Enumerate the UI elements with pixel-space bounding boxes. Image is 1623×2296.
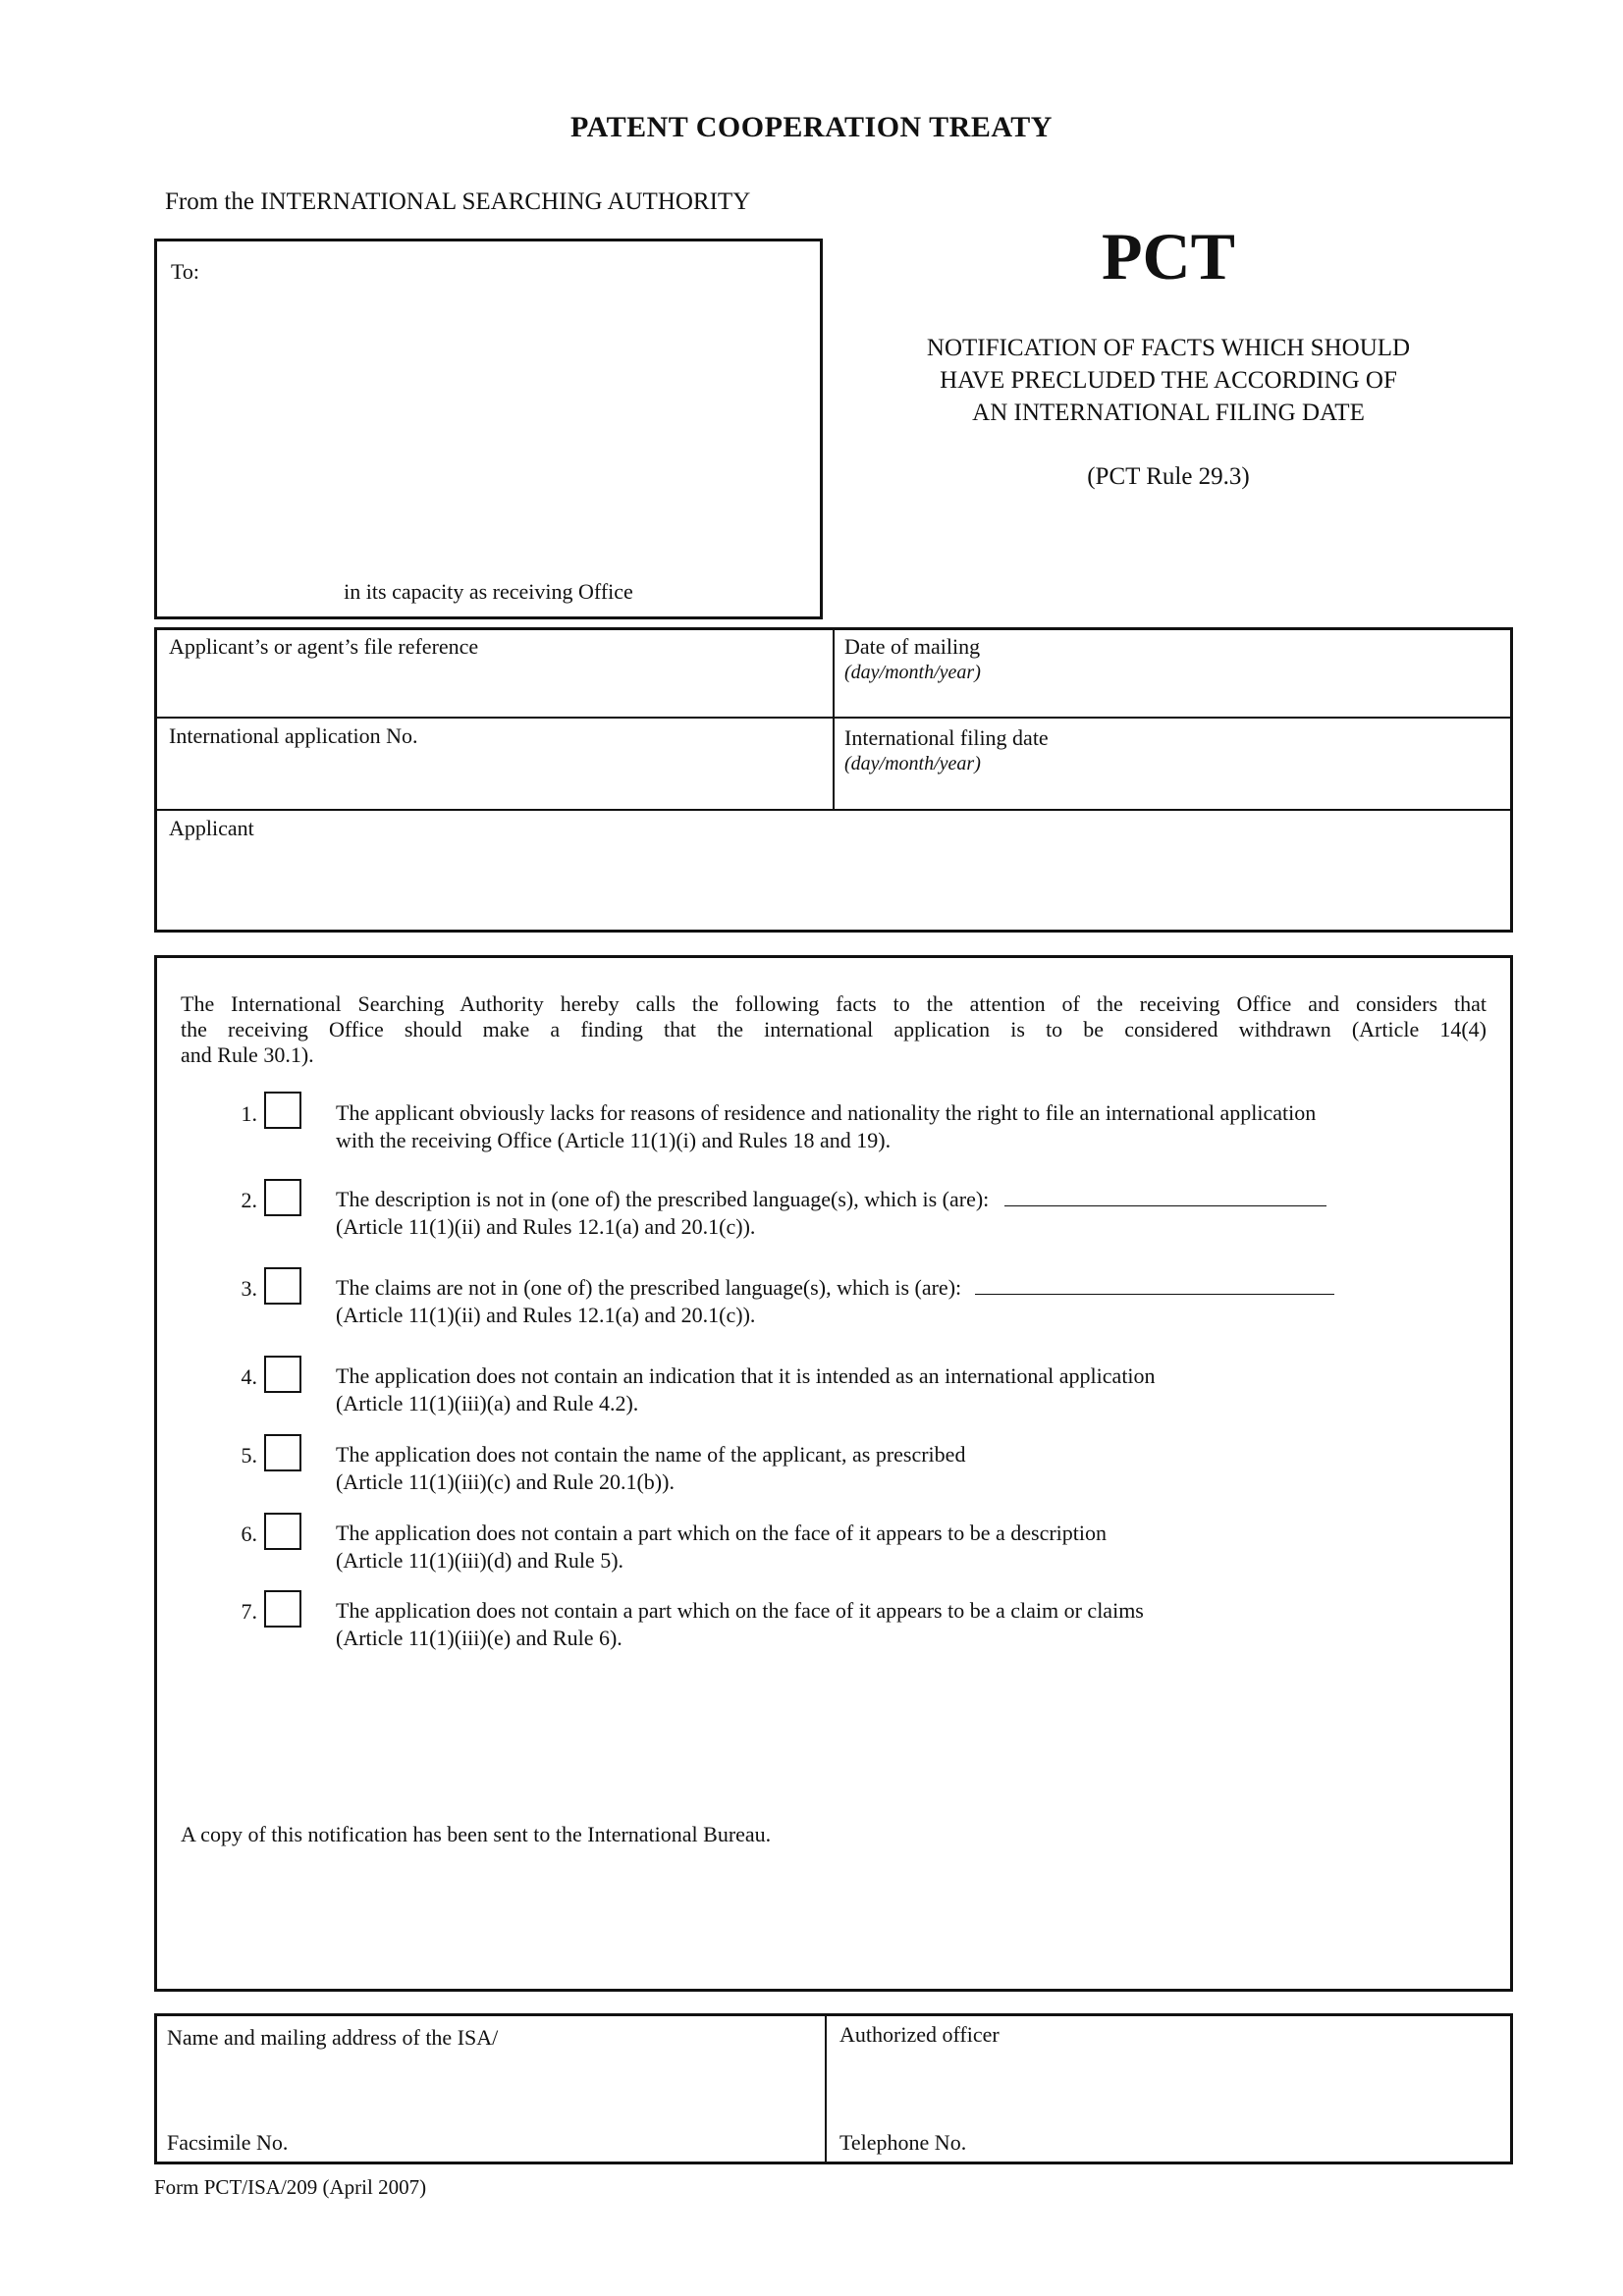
authorized-officer-field[interactable]: Authorized officer xyxy=(839,2022,1000,2047)
item-4-line-2: (Article 11(1)(iii)(a) and Rule 4.2). xyxy=(336,1391,639,1415)
date-of-mailing-format: (day/month/year) xyxy=(844,662,981,683)
to-label: To: xyxy=(171,259,200,284)
item-number: 6. xyxy=(241,1522,257,1546)
from-line: From the INTERNATIONAL SEARCHING AUTHORITY xyxy=(165,188,751,215)
item-number: 1. xyxy=(241,1101,257,1126)
item-2-line-2: (Article 11(1)(ii) and Rules 12.1(a) and 20.1(c)). xyxy=(336,1214,756,1239)
item-number: 4. xyxy=(241,1364,257,1389)
item-5-text xyxy=(336,1441,1485,1496)
item-1-checkbox[interactable] xyxy=(264,1092,301,1129)
item-1-text xyxy=(336,1099,1485,1154)
treaty-title: PATENT COOPERATION TREATY xyxy=(570,111,1053,143)
claims-language-blank[interactable] xyxy=(975,1274,1334,1295)
item-7-line-1: The application does not contain a part which on the face of it appears to be a claim or claims xyxy=(336,1598,1144,1623)
notification-title-line-3: AN INTERNATIONAL FILING DATE xyxy=(972,400,1365,426)
notification-title-line-2: HAVE PRECLUDED THE ACCORDING OF xyxy=(940,367,1397,394)
intro-line-1: The International Searching Authority hereby calls the following facts to the attention of the receiving Office and considers that xyxy=(181,991,1487,1016)
item-3-line-2: (Article 11(1)(ii) and Rules 12.1(a) and 20.1(c)). xyxy=(336,1303,756,1327)
to-address-box[interactable] xyxy=(154,239,823,619)
item-5-line-2: (Article 11(1)(iii)(c) and Rule 20.1(b)). xyxy=(336,1469,675,1494)
item-2-text xyxy=(336,1186,1485,1241)
item-6-text xyxy=(336,1520,1485,1575)
international-application-no-field[interactable]: International application No. xyxy=(169,723,418,748)
item-5-checkbox[interactable] xyxy=(264,1434,301,1471)
item-3-text xyxy=(336,1274,1485,1329)
telephone-field[interactable]: Telephone No. xyxy=(839,2130,967,2155)
item-number: 5. xyxy=(241,1443,257,1468)
footer-column-divider xyxy=(825,2013,827,2164)
item-4-line-1: The application does not contain an indication that it is intended as an international application xyxy=(336,1363,1156,1388)
item-7-text xyxy=(336,1597,1485,1652)
item-3-line-1: The claims are not in (one of) the prescribed language(s), which is (are): xyxy=(336,1275,962,1300)
pct-mark: PCT xyxy=(1102,219,1235,294)
item-6-checkbox[interactable] xyxy=(264,1513,301,1550)
intro-paragraph xyxy=(181,991,1487,1068)
international-filing-date-field[interactable] xyxy=(844,725,1049,776)
facsimile-field[interactable]: Facsimile No. xyxy=(167,2130,289,2155)
applicant-field[interactable]: Applicant xyxy=(169,816,254,840)
info-column-divider xyxy=(833,627,835,810)
description-language-blank[interactable] xyxy=(1004,1186,1326,1206)
item-7-checkbox[interactable] xyxy=(264,1590,301,1628)
item-1-line-2: with the receiving Office (Article 11(1)(i) and Rules 18 and 19). xyxy=(336,1128,892,1152)
copy-notice: A copy of this notification has been sent to the International Bureau. xyxy=(181,1822,772,1846)
receiving-office-capacity-label: in its capacity as receiving Office xyxy=(344,579,633,604)
file-reference-field[interactable]: Applicant’s or agent’s file reference xyxy=(169,634,479,659)
item-7-line-2: (Article 11(1)(iii)(e) and Rule 6). xyxy=(336,1626,622,1650)
item-1-line-1: The applicant obviously lacks for reasons of residence and nationality the right to file an international application xyxy=(336,1100,1317,1125)
item-4-text xyxy=(336,1362,1485,1417)
isa-address-field[interactable]: Name and mailing address of the ISA/ xyxy=(167,2025,499,2050)
notification-title-line-1: NOTIFICATION OF FACTS WHICH SHOULD xyxy=(926,335,1411,361)
filing-date-label: International filing date xyxy=(844,725,1049,750)
item-6-line-2: (Article 11(1)(iii)(d) and Rule 5). xyxy=(336,1548,624,1573)
item-number: 2. xyxy=(241,1188,257,1212)
item-number: 3. xyxy=(241,1276,257,1301)
form-identifier: Form PCT/ISA/209 (April 2007) xyxy=(154,2175,427,2199)
intro-line-3: and Rule 30.1). xyxy=(181,1042,314,1067)
item-number: 7. xyxy=(241,1599,257,1624)
filing-date-format: (day/month/year) xyxy=(844,753,981,774)
date-of-mailing-field[interactable] xyxy=(844,634,981,685)
notification-title xyxy=(844,332,1492,429)
item-5-line-1: The application does not contain the name of the applicant, as prescribed xyxy=(336,1442,966,1467)
item-2-checkbox[interactable] xyxy=(264,1179,301,1216)
rule-reference: (PCT Rule 29.3) xyxy=(1087,463,1250,490)
item-6-line-1: The application does not contain a part which on the face of it appears to be a description xyxy=(336,1521,1107,1545)
item-3-checkbox[interactable] xyxy=(264,1267,301,1305)
date-of-mailing-label: Date of mailing xyxy=(844,634,981,659)
item-4-checkbox[interactable] xyxy=(264,1356,301,1393)
intro-line-2: the receiving Office should make a finding that the international application is to be considered withdrawn (Article 14(4) xyxy=(181,1017,1487,1041)
item-2-line-1: The description is not in (one of) the prescribed language(s), which is (are): xyxy=(336,1187,990,1211)
